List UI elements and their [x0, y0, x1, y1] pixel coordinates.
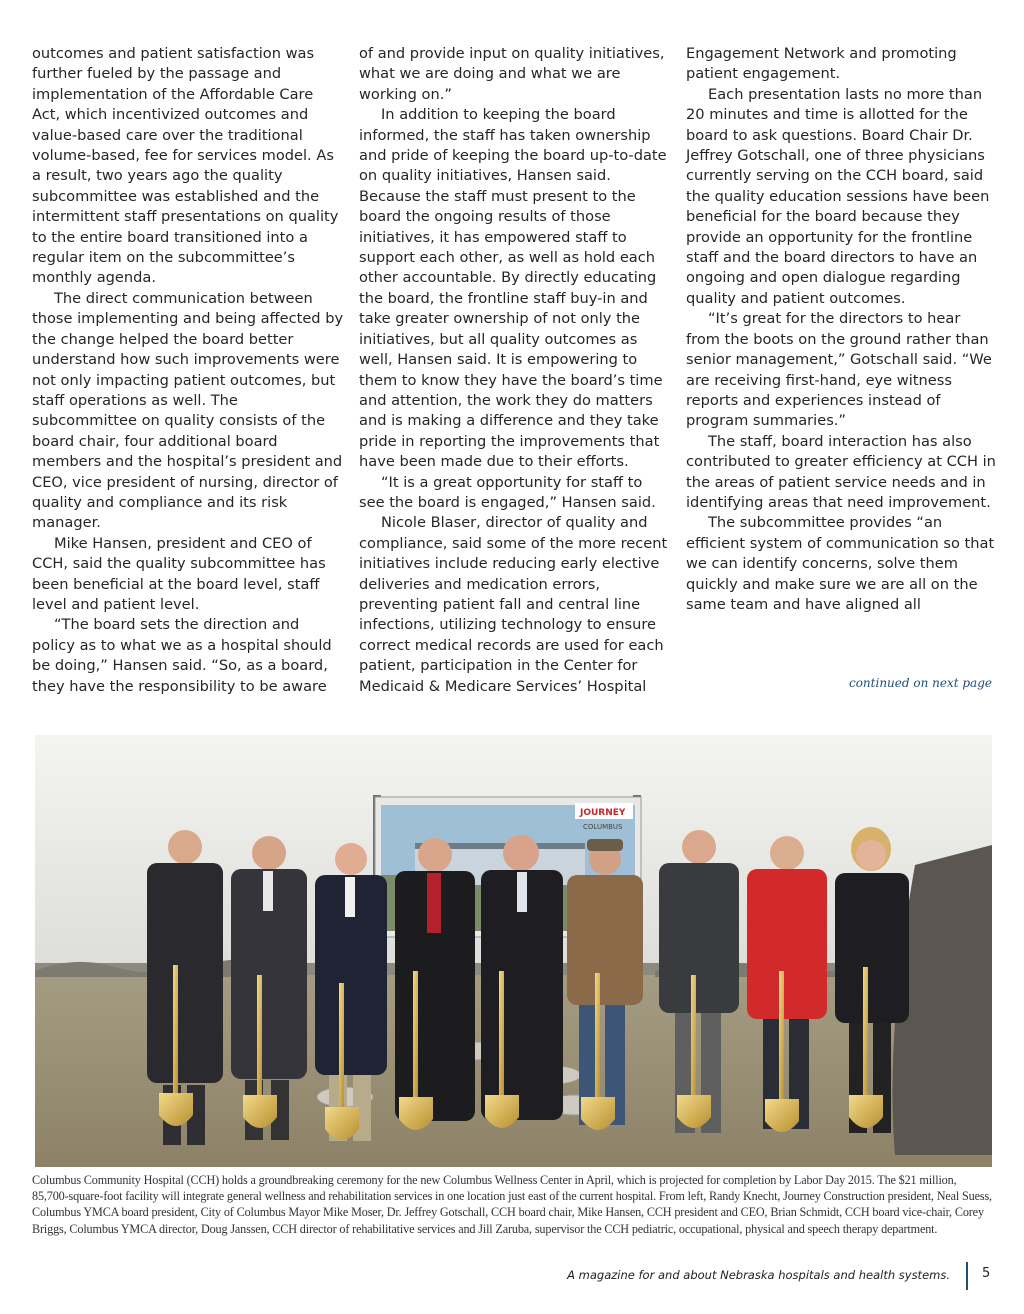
paragraph: Each presentation lasts no more than 20 minutes and time is allotted for the board to ask questions. Board Chair Dr. Jeffrey Gotschall, one of three physicians currently serving on the CCH board, said the quality education sessions have been beneficial for the board because they provide an opportunity for the frontline staff and the board directors to have an ongoing and open dialogue regarding quality and patient outcomes. [686, 85, 990, 307]
article-column-3 [686, 44, 998, 615]
paragraph: “It’s great for the directors to hear from the boots on the ground rather than senior management,” Gotschall said. “We are receiving first-hand, eye witness reports and experiences instead of program summaries.” [686, 310, 992, 430]
paragraph: In addition to keeping the board informed, the staff has taken ownership and pride of keeping the board up-to-date on quality initiatives, Hansen said. Because the staff must present to the board the ongoing results of those initiatives, it has empowered staff to support each other, as well as hold each other accountable. By directly educating the board, the frontline staff buy-in and take greater ownership of not only the initiatives, but all quality outcomes as well, Hansen said. It is empowering to them to know they have the board’s time and attention, the work they do matters and is making a difference and they take pride in reporting the improvements that have been made due to their efforts. [359, 106, 667, 471]
photo-caption: Columbus Community Hospital (CCH) holds a groundbreaking ceremony for the new Columbus Wellness Center in April, which is projected for completion by Labor Day 2015. The $21 million, 85,700-square-foot facility will integrate general wellness and rehabilitation services in one location just east of the current hospital. From left, Randy Knecht, Journey Construction president, Neal Suess, Columbus YMCA board president, City of Columbus Mayor Mike Moser, Dr. Jeffrey Gotschall, CCH board chair, Mike Hansen, CCH president and CEO, Brian Schmidt, CCH board vice-chair, Corey Briggs, Columbus YMCA director, Doug Janssen, CCH director of rehabilitative services and Jill Zaruba, supervisor the CCH pediatric, occupational, physical and speech therapy department. [32, 1173, 992, 1236]
paragraph: Engagement Network and promoting patient engagement. [686, 45, 957, 83]
paragraph: “The board sets the direction and policy as to what we as a hospital should be doing,” Hansen said. “So, as a board, they have the responsibility to be aware [32, 616, 332, 695]
sign-sub-text: COLUMBUS [583, 823, 623, 831]
article-column-2 [359, 44, 671, 697]
paragraph: The subcommittee provides “an efficient system of communication so that we can identify concerns, solve them quickly and make sure we are all on the same team and have aligned all [686, 514, 995, 613]
footer-tagline: A magazine for and about Nebraska hospitals and health systems. [567, 1268, 950, 1282]
page-number: 5 [982, 1266, 991, 1281]
paragraph: The staff, board interaction has also contributed to greater efficiency at CCH in the areas of patient service needs and in identifying areas that need improvement. [686, 432, 996, 511]
paragraph: Nicole Blaser, director of quality and compliance, said some of the more recent initiatives include reducing early elective deliveries and medication errors, preventing patient fall and central line infections, utilizing technology to ensure correct medical records are used for each patient, participation in the Center for Medicaid & Medicare Services’ Hospital [359, 514, 668, 695]
footer-divider [966, 1262, 968, 1290]
paragraph: The direct communication between those implementing and being affected by the change helped the board better understand how such improvements were not only impacting patient outcomes, but staff operations as well. The subcommittee on quality consists of the board chair, four additional board members and the hospital’s president and CEO, vice president of nursing, director of quality and compliance and its risk manager. [32, 289, 344, 532]
paragraph: Mike Hansen, president and CEO of CCH, said the quality subcommittee has been beneficial at the board level, staff level and patient level. [32, 534, 326, 613]
paragraph: “It is a great opportunity for staff to see the board is engaged,” Hansen said. [359, 473, 656, 511]
article-column-1 [32, 44, 344, 697]
groundbreaking-photo [35, 735, 992, 1167]
continued-note: continued on next page [848, 676, 992, 690]
paragraph: outcomes and patient satisfaction was further fueled by the passage and implementation of the Affordable Care Act, which incentivized outcomes and value-based care over the traditional volume-based, fee for services model. As a result, two years ago the quality subcommittee was established and the intermittent staff presentations on quality to the entire board transitioned into a regular item on the subcommittee’s monthly agenda. [32, 45, 339, 287]
sign-logo-text: JOURNEY [580, 808, 626, 818]
paragraph: of and provide input on quality initiatives, what we are doing and what we are working on.” [359, 45, 665, 103]
